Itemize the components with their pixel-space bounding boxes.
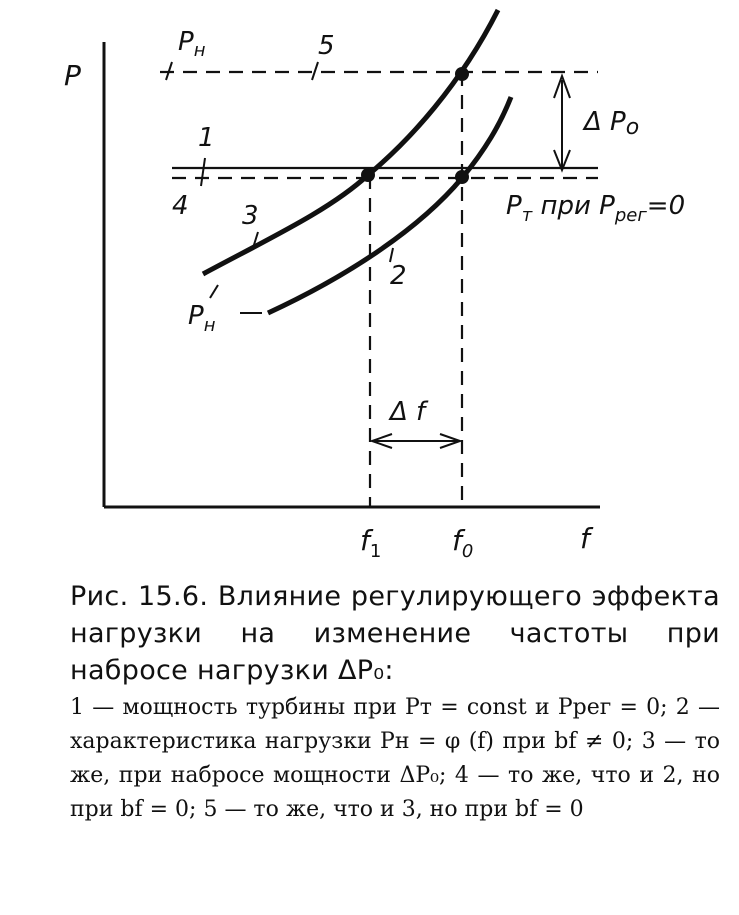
label-1: 1 <box>198 123 215 153</box>
point-f1 <box>361 168 375 182</box>
caption-title: Рис. 15.6. Влияние регулирующего эффекта нагрузки на изменение частоты при набросе нагрузки ΔP₀: <box>70 581 720 686</box>
label-df: Δ f <box>390 397 426 427</box>
point-top <box>455 67 469 81</box>
label-pn-low: $P_н$ <box>188 301 216 336</box>
caption-legend: 1 — мощность турбины при Pт = const и Pрег = 0; 2 — характеристика нагрузки Pн = φ (f) при bf ≠ 0; 3 — то же, при набросе мощности ΔP₀; 4 — то же, что и 2, но при bf = 0; 5 — то же, что и 3, но при bf = 0 <box>70 695 720 822</box>
label-pt: $P_т$ при $P_{рег}=0$ <box>506 191 686 226</box>
curve-3 <box>203 10 498 274</box>
leader-5 <box>312 62 318 80</box>
figure-caption <box>70 578 720 827</box>
leader-1 <box>201 158 205 186</box>
label-5: 5 <box>318 31 335 61</box>
label-4: 4 <box>172 191 189 221</box>
leader-2 <box>390 248 393 262</box>
tick-f1-label: $f_1$ <box>360 524 382 562</box>
axis-y-label: P <box>64 59 81 92</box>
tick-f0-label: $f_0$ <box>452 524 474 562</box>
point-f0 <box>455 170 469 184</box>
label-dp0: Δ Po <box>584 107 640 140</box>
label-3: 3 <box>242 201 259 231</box>
label-2: 2 <box>390 261 407 291</box>
label-pn-top: $P_н$ <box>178 27 206 61</box>
leader-pn-low <box>210 285 218 298</box>
axis-x-label: f <box>580 522 590 555</box>
